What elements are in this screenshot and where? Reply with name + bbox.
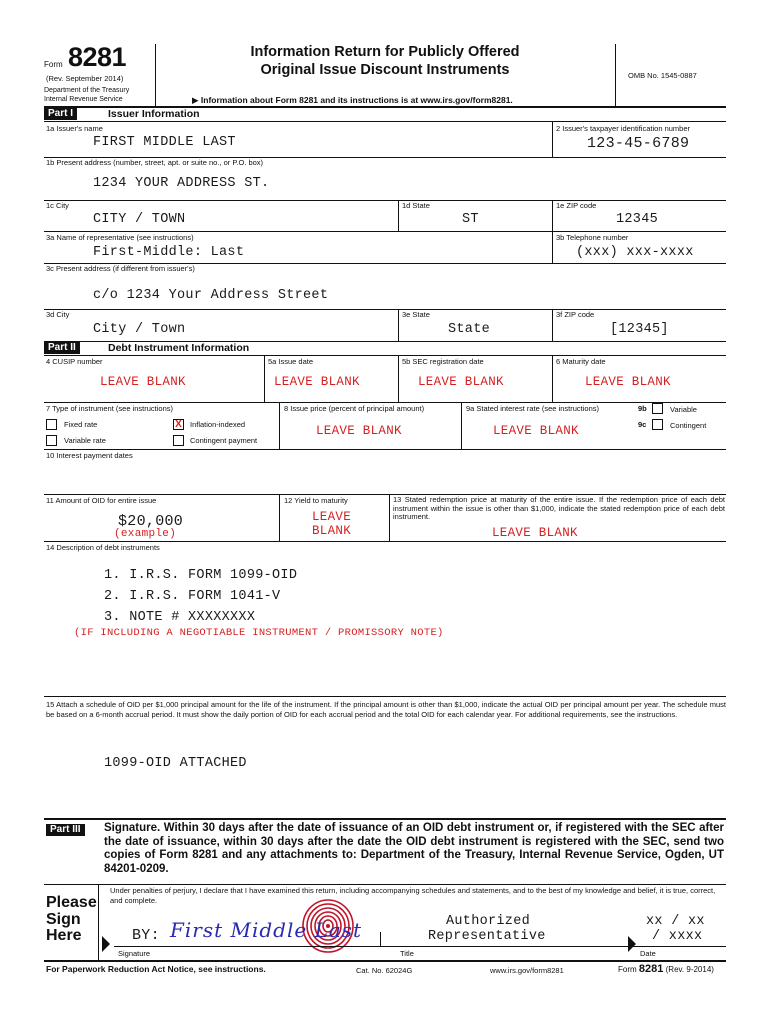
issue-price-value[interactable]: LEAVE BLANK bbox=[316, 424, 402, 438]
part-1-title: Issuer Information bbox=[108, 108, 200, 120]
contingent-checkbox-9c[interactable] bbox=[652, 419, 663, 430]
date-label: Date bbox=[640, 949, 656, 958]
rep-state-value[interactable]: State bbox=[448, 322, 491, 337]
sign-text: Sign bbox=[46, 910, 81, 928]
tin-value[interactable]: 123-45-6789 bbox=[587, 135, 690, 152]
title-value-line-1[interactable]: Authorized bbox=[446, 914, 531, 929]
label-15-schedule: 15 Attach a schedule of OID per $1,000 principal amount for the life of the instrument. If the principal amount is other than $1,000, indicate the actual OID per principal amount per year. The schedule must be based on a 6-month accrual period. It must show the daily portion of OID for each accrual period and the total OID for each calendar year. For additional requirements, see the instructions. bbox=[46, 700, 726, 719]
form-title-line-1: Information Return for Publicly Offered bbox=[250, 44, 520, 60]
address-value[interactable]: 1234 YOUR ADDRESS ST. bbox=[93, 176, 270, 191]
title-value-line-2[interactable]: Representative bbox=[428, 929, 546, 944]
description-item-1[interactable]: 1. I.R.S. FORM 1099-OID bbox=[104, 568, 298, 583]
oid-amount-value[interactable]: $20,000 bbox=[118, 513, 184, 530]
part-3-tag: Part III bbox=[46, 824, 85, 836]
label-2-tin: 2 Issuer's taxpayer identification number bbox=[556, 124, 691, 133]
description-note: (IF INCLUDING A NEGOTIABLE INSTRUMENT / PROMISSORY NOTE) bbox=[74, 627, 444, 639]
part-2-tag: Part II bbox=[44, 342, 80, 354]
rep-zip-value[interactable]: [12345] bbox=[610, 322, 669, 337]
yield-value-line-2[interactable]: BLANK bbox=[312, 524, 352, 538]
label-5a-issue-date: 5a Issue date bbox=[268, 357, 314, 366]
form-number: 8281 bbox=[68, 42, 127, 72]
yield-value-line-1[interactable]: LEAVE bbox=[312, 510, 352, 524]
inflation-indexed-checkbox[interactable]: X bbox=[173, 419, 184, 430]
fixed-rate-label: Fixed rate bbox=[64, 420, 98, 429]
rep-address-value[interactable]: c/o 1234 Your Address Street bbox=[93, 288, 329, 303]
variable-rate-label: Variable rate bbox=[64, 436, 106, 445]
label-14-description: 14 Description of debt instruments bbox=[46, 543, 160, 552]
signature-by-label: BY: bbox=[132, 927, 160, 944]
label-3f-zip: 3f ZIP code bbox=[556, 310, 595, 319]
label-1e-zip: 1e ZIP code bbox=[556, 201, 597, 210]
sec-date-value[interactable]: LEAVE BLANK bbox=[418, 375, 504, 389]
footer-form-number: 8281 bbox=[638, 963, 664, 975]
label-7-type: 7 Type of instrument (see instructions) bbox=[46, 404, 174, 413]
footer-form-id bbox=[618, 963, 714, 975]
title-label: Title bbox=[400, 949, 414, 958]
date-value-line-2[interactable]: / xxxx bbox=[652, 929, 703, 944]
zip-value[interactable]: 12345 bbox=[616, 212, 659, 227]
info-line: ▶ Information about Form 8281 and its instructions is at www.irs.gov/form8281. bbox=[192, 95, 513, 105]
signature-label: Signature bbox=[118, 949, 151, 958]
label-1b-address: 1b Present address (number, street, apt. or suite no., or P.O. box) bbox=[46, 158, 264, 167]
label-3d-city: 3d City bbox=[46, 310, 70, 319]
description-item-3[interactable]: 3. NOTE # XXXXXXXX bbox=[104, 610, 256, 625]
label-13-redemption: 13 Stated redemption price at maturity of the entire issue. If the redemption price of each debt instrument within the issue is other than $1,000, indicate the stated redemption price of each debt instrument. bbox=[393, 495, 725, 521]
fixed-rate-checkbox[interactable] bbox=[46, 419, 57, 430]
label-3a-representative: 3a Name of representative (see instructions) bbox=[46, 233, 194, 242]
please-sign-here bbox=[46, 895, 97, 945]
label-3e-state: 3e State bbox=[402, 310, 430, 319]
label-12-yield: 12 Yield to maturity bbox=[284, 496, 348, 505]
label-9c: 9c bbox=[638, 420, 647, 429]
label-1a-issuer-name: 1a Issuer's name bbox=[46, 124, 103, 133]
label-9b: 9b bbox=[638, 404, 647, 413]
agency-line: Internal Revenue Service bbox=[44, 96, 123, 103]
perjury-statement: Under penalties of perjury, I declare that I have examined this return, including accompanying schedules and statements, and to the best of my knowledge and belief, it is true, correct, and complete. bbox=[110, 886, 716, 905]
label-3b-telephone: 3b Telephone number bbox=[556, 233, 629, 242]
here-text: Here bbox=[46, 927, 82, 944]
label-11-oid-amount: 11 Amount of OID for entire issue bbox=[46, 496, 157, 505]
footer-revision: (Rev. 9-2014) bbox=[665, 965, 714, 974]
interest-rate-value[interactable]: LEAVE BLANK bbox=[493, 424, 579, 438]
issue-date-value[interactable]: LEAVE BLANK bbox=[274, 375, 360, 389]
omb-number: OMB No. 1545-0887 bbox=[628, 71, 697, 80]
schedule-attached-value[interactable]: 1099-OID ATTACHED bbox=[104, 756, 247, 771]
label-6-maturity: 6 Maturity date bbox=[556, 357, 606, 366]
label-1d-state: 1d State bbox=[402, 201, 430, 210]
label-1c-city: 1c City bbox=[46, 201, 69, 210]
revision-date: (Rev. September 2014) bbox=[46, 74, 124, 83]
department-line: Department of the Treasury bbox=[44, 87, 130, 94]
signature-script[interactable]: First Middle Last bbox=[170, 918, 363, 942]
part-3-instructions: Signature. Within 30 days after the date of issuance of an OID debt instrument or, if registered with the SEC after the date of issuance, within 30 days after the date the OID debt instrument is registered with the SEC, send two copies of Form 8281 and any attachments to: Department of the Treasury, Internal Revenue Service, Ogden, UT 84201-0209. bbox=[104, 822, 724, 875]
cusip-value[interactable]: LEAVE BLANK bbox=[100, 375, 186, 389]
maturity-value[interactable]: LEAVE BLANK bbox=[585, 375, 671, 389]
label-8-issue-price: 8 Issue price (percent of principal amount) bbox=[284, 404, 425, 413]
paperwork-notice: For Paperwork Reduction Act Notice, see instructions. bbox=[46, 964, 266, 974]
label-4-cusip: 4 CUSIP number bbox=[46, 357, 103, 366]
variable-checkbox-9b[interactable] bbox=[652, 403, 663, 414]
date-arrow-pointer-icon bbox=[626, 935, 638, 953]
inflation-indexed-label: Inflation-indexed bbox=[190, 420, 246, 429]
form-word: Form bbox=[44, 60, 63, 69]
description-item-2[interactable]: 2. I.R.S. FORM 1041-V bbox=[104, 589, 281, 604]
please-text: Please bbox=[46, 894, 97, 911]
form-title bbox=[156, 43, 614, 79]
state-value[interactable]: ST bbox=[462, 212, 479, 227]
rep-city-value[interactable]: City / Town bbox=[93, 322, 186, 337]
contingent-payment-label: Contingent payment bbox=[190, 436, 258, 445]
redemption-value[interactable]: LEAVE BLANK bbox=[492, 526, 578, 540]
catalog-number: Cat. No. 62024G bbox=[356, 966, 413, 975]
variable-rate-checkbox[interactable] bbox=[46, 435, 57, 446]
label-3c-rep-address: 3c Present address (if different from issuer's) bbox=[46, 264, 195, 273]
representative-value[interactable]: First-Middle: Last bbox=[93, 245, 245, 260]
label-5b-sec-date: 5b SEC registration date bbox=[402, 357, 484, 366]
date-value-line-1[interactable]: xx / xx bbox=[646, 914, 705, 929]
label-9a-interest-rate: 9a Stated interest rate (see instructions) bbox=[466, 404, 599, 413]
form-title-line-2: Original Issue Discount Instruments bbox=[260, 62, 510, 78]
issuer-name-value[interactable]: FIRST MIDDLE LAST bbox=[93, 135, 236, 150]
footer-url[interactable]: www.irs.gov/form8281 bbox=[490, 966, 564, 975]
oid-example-note: (example) bbox=[114, 528, 177, 540]
part-2-title: Debt Instrument Information bbox=[108, 342, 250, 354]
label-10-payment-dates: 10 Interest payment dates bbox=[46, 451, 133, 460]
arrow-pointer-icon bbox=[100, 935, 112, 953]
telephone-value[interactable]: (xxx) xxx-xxxx bbox=[576, 245, 694, 260]
footer-form-word: Form bbox=[618, 965, 637, 974]
city-value[interactable]: CITY / TOWN bbox=[93, 212, 186, 227]
contingent-label-9c: Contingent bbox=[670, 421, 707, 430]
variable-label-9b: Variable bbox=[670, 405, 697, 414]
part-1-tag: Part I bbox=[44, 108, 77, 120]
contingent-payment-checkbox[interactable] bbox=[173, 435, 184, 446]
